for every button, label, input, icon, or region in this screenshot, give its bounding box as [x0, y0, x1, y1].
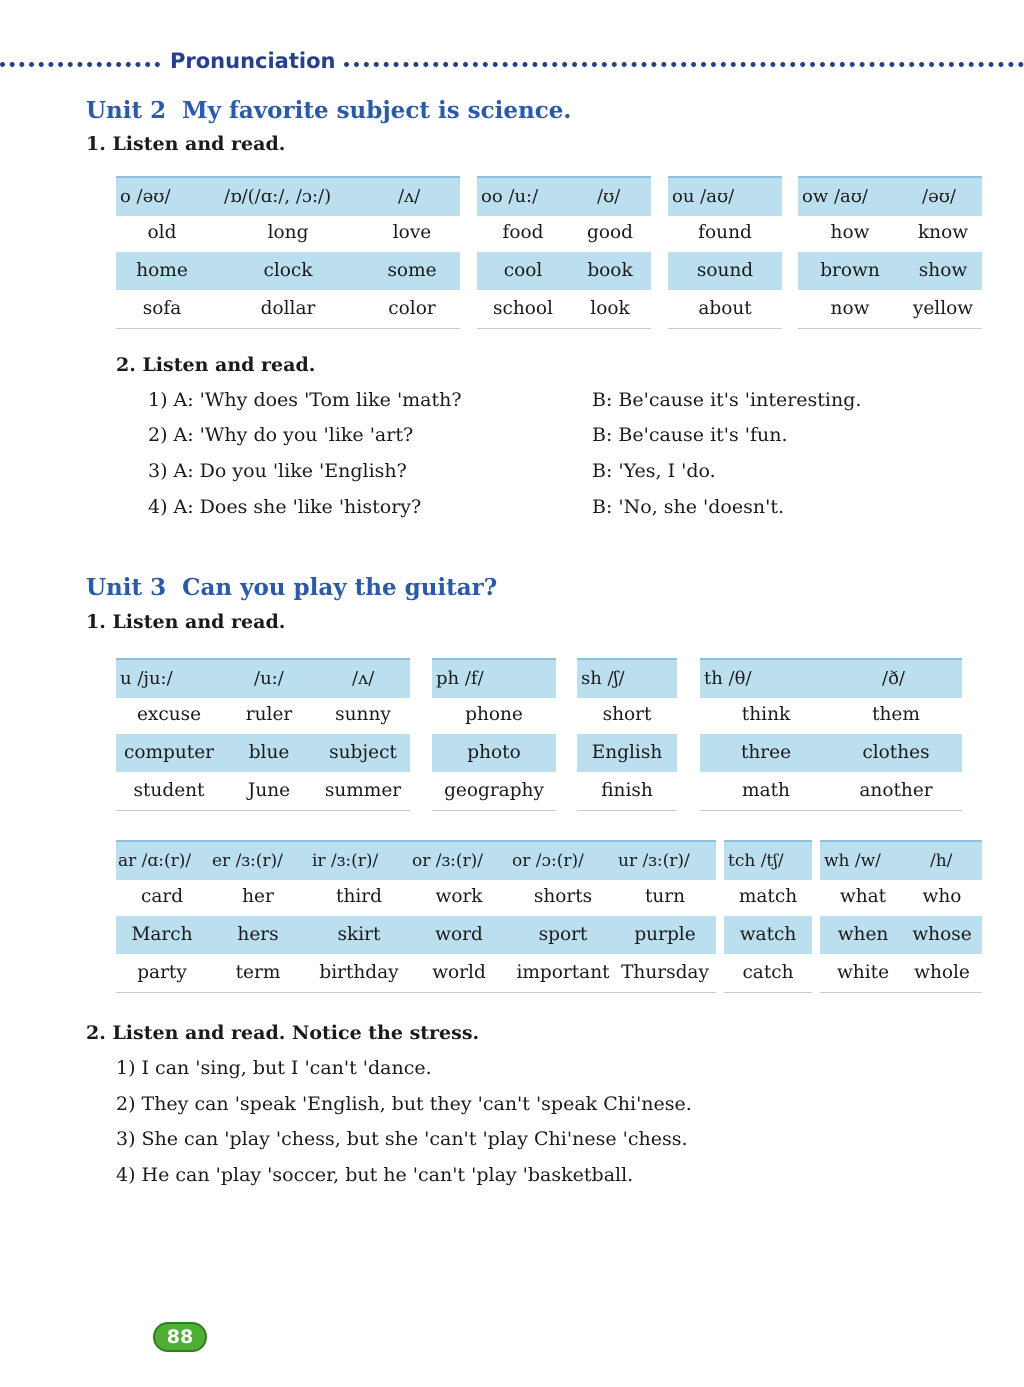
- table-header-cell: sh /ʃ/: [581, 668, 625, 689]
- table-header-row: [798, 176, 982, 216]
- table-cell: student: [133, 780, 205, 801]
- dialogue-b-line: B: 'Yes, I 'do.: [592, 460, 716, 482]
- table-cell: March: [131, 924, 193, 945]
- table-row: [577, 734, 677, 772]
- unit2-exercise2-heading: 2. Listen and read.: [116, 354, 316, 376]
- table-header-cell: ir /ɜ:(r)/: [312, 851, 379, 871]
- dialogue-a-text: A: Does she 'like 'history?: [173, 496, 422, 518]
- header-dots-right: [344, 62, 1024, 67]
- table-cell: excuse: [136, 704, 202, 725]
- table-row: [668, 290, 782, 329]
- stress-sentence-text: I can 'sing, but I 'can't 'dance.: [141, 1057, 432, 1079]
- dialogue-a-text: A: 'Why does 'Tom like 'math?: [173, 389, 462, 411]
- table-header-cell: /ʌ/: [352, 668, 375, 689]
- table-header-cell: er /ɜ:(r)/: [212, 851, 283, 871]
- table-cell: another: [859, 780, 933, 801]
- table-cell: blue: [248, 742, 290, 763]
- table-cell: brown: [820, 260, 880, 281]
- table-cell: world: [432, 962, 486, 983]
- table-cell: sport: [538, 924, 588, 945]
- table-row: [820, 954, 982, 993]
- table-cell: important: [516, 962, 610, 983]
- table-row: [116, 290, 460, 329]
- table-cell: turn: [644, 886, 686, 907]
- table-row: [432, 772, 556, 811]
- table-cell: Thursday: [621, 962, 709, 983]
- dialogue-b-line: B: 'No, she 'doesn't.: [592, 496, 784, 518]
- table-cell: June: [247, 780, 291, 801]
- table-cell: clothes: [862, 742, 930, 763]
- table-cell: computer: [123, 742, 215, 763]
- table-row: [700, 772, 962, 811]
- table-cell: some: [387, 260, 437, 281]
- header-dots-left: [0, 62, 160, 67]
- unit2-exercise1-heading: 1. Listen and read.: [86, 133, 286, 155]
- table-header-cell: or /ɔ:(r)/: [512, 851, 584, 871]
- table-header-row: [577, 658, 677, 698]
- table-cell: purple: [634, 924, 696, 945]
- table-cell: dollar: [260, 298, 316, 319]
- table-row: [116, 878, 716, 916]
- table-cell: white: [836, 962, 890, 983]
- table-cell: photo: [467, 742, 521, 763]
- table-cell: card: [140, 886, 184, 907]
- table-row: [798, 290, 982, 329]
- item-number: 3): [148, 460, 168, 482]
- item-number: 2): [116, 1093, 136, 1115]
- table-cell: phone: [465, 704, 523, 725]
- table-row: [116, 734, 410, 772]
- table-cell: whose: [912, 924, 972, 945]
- table-row: [724, 954, 812, 993]
- dialogue-a-text: A: 'Why do you 'like 'art?: [173, 424, 414, 446]
- table-row: [477, 214, 651, 252]
- dialogue-a-line: [148, 387, 462, 413]
- table-cell: match: [738, 886, 798, 907]
- table-cell: birthday: [319, 962, 399, 983]
- table-row: [432, 696, 556, 734]
- table-header-cell: /ʌ/: [398, 186, 421, 207]
- table-cell: color: [388, 298, 436, 319]
- table-header-cell: /əʊ/: [922, 186, 956, 207]
- table-cell: what: [839, 886, 887, 907]
- table-row: [724, 916, 812, 954]
- table-header-cell: /ɒ/(/ɑ:/, /ɔ:/): [224, 186, 332, 207]
- table-cell: about: [698, 298, 752, 319]
- table-header-cell: ph /f/: [436, 668, 484, 689]
- table-row: [668, 214, 782, 252]
- table-header-row: [432, 658, 556, 698]
- stress-sentence-text: They can 'speak 'English, but they 'can't 'speak Chi'nese.: [141, 1093, 692, 1115]
- table-cell: think: [741, 704, 791, 725]
- table-row: [798, 252, 982, 290]
- unit3-number: Unit 3: [86, 574, 167, 601]
- table-cell: party: [137, 962, 187, 983]
- unit2-title: [86, 96, 571, 126]
- table-row: [116, 772, 410, 811]
- table-cell: long: [267, 222, 309, 243]
- table-header-row: [116, 176, 460, 216]
- table-header-row: [724, 840, 812, 880]
- table-cell: English: [591, 742, 663, 763]
- table-cell: old: [147, 222, 177, 243]
- dialogue-b-line: B: Be'cause it's 'interesting.: [592, 389, 862, 411]
- table-header-row: [820, 840, 982, 880]
- table-row: [724, 878, 812, 916]
- dialogue-a-line: [148, 422, 413, 448]
- stress-sentence: [116, 1126, 688, 1152]
- table-cell: home: [136, 260, 188, 281]
- table-row: [116, 954, 716, 993]
- table-row: [668, 252, 782, 290]
- table-row: [116, 252, 460, 290]
- table-cell: now: [830, 298, 870, 319]
- table-cell: three: [740, 742, 792, 763]
- table-cell: sunny: [335, 704, 391, 725]
- dialogue-a-line: [148, 494, 421, 520]
- table-cell: subject: [329, 742, 397, 763]
- table-header-cell: th /θ/: [704, 668, 752, 689]
- item-number: 4): [148, 496, 168, 518]
- table-cell: love: [392, 222, 432, 243]
- stress-sentence: [116, 1162, 633, 1188]
- table-header-row: [477, 176, 651, 216]
- item-number: 1): [116, 1057, 136, 1079]
- unit2-title-text: My favorite subject is science.: [182, 97, 572, 124]
- table-header-cell: ar /ɑ:(r)/: [118, 851, 192, 871]
- table-cell: skirt: [337, 924, 381, 945]
- table-header-cell: u /ju:/: [120, 668, 173, 689]
- item-number: 1): [148, 389, 168, 411]
- item-number: 3): [116, 1128, 136, 1150]
- table-cell: yellow: [912, 298, 974, 319]
- table-row: [577, 696, 677, 734]
- table-cell: who: [922, 886, 962, 907]
- unit2-number: Unit 2: [86, 97, 167, 124]
- table-cell: short: [602, 704, 652, 725]
- table-cell: clock: [263, 260, 313, 281]
- table-cell: catch: [742, 962, 794, 983]
- table-row: [820, 916, 982, 954]
- table-header-cell: o /əʊ/: [120, 186, 171, 207]
- table-row: [116, 696, 410, 734]
- table-cell: found: [698, 222, 752, 243]
- table-row: [477, 290, 651, 329]
- table-header-row: [700, 658, 962, 698]
- table-cell: how: [830, 222, 870, 243]
- table-cell: her: [242, 886, 274, 907]
- table-cell: finish: [601, 780, 653, 801]
- table-row: [700, 696, 962, 734]
- table-cell: sofa: [142, 298, 182, 319]
- table-cell: word: [435, 924, 483, 945]
- item-number: 4): [116, 1164, 136, 1186]
- table-header-cell: ou /aʊ/: [672, 186, 735, 207]
- table-row: [116, 916, 716, 954]
- table-cell: summer: [324, 780, 402, 801]
- stress-sentence-text: She can 'play 'chess, but she 'can't 'play Chi'nese 'chess.: [141, 1128, 688, 1150]
- table-cell: them: [872, 704, 920, 725]
- table-cell: look: [590, 298, 630, 319]
- table-cell: sound: [696, 260, 754, 281]
- table-row: [700, 734, 962, 772]
- table-cell: when: [837, 924, 889, 945]
- table-row: [116, 214, 460, 252]
- table-cell: term: [235, 962, 281, 983]
- table-row: [477, 252, 651, 290]
- dialogue-b-line: B: Be'cause it's 'fun.: [592, 424, 788, 446]
- table-row: [820, 878, 982, 916]
- table-header-cell: oo /u:/: [481, 186, 539, 207]
- table-header-cell: /ʊ/: [597, 186, 621, 207]
- table-header-cell: tch /tʃ/: [728, 851, 784, 871]
- table-cell: math: [742, 780, 790, 801]
- dialogue-a-line: [148, 458, 407, 484]
- table-header-cell: /ð/: [882, 668, 905, 689]
- table-row: [798, 214, 982, 252]
- table-header-cell: /h/: [930, 851, 953, 871]
- stress-sentence-text: He can 'play 'soccer, but he 'can't 'play 'basketball.: [141, 1164, 634, 1186]
- table-header-cell: wh /w/: [824, 851, 881, 871]
- table-cell: know: [917, 222, 969, 243]
- table-cell: school: [493, 298, 553, 319]
- table-cell: good: [587, 222, 633, 243]
- table-cell: hers: [237, 924, 279, 945]
- table-cell: third: [336, 886, 382, 907]
- stress-sentence: [116, 1055, 432, 1081]
- table-cell: watch: [739, 924, 797, 945]
- dialogue-a-text: A: Do you 'like 'English?: [173, 460, 407, 482]
- table-row: [432, 734, 556, 772]
- table-header-cell: ur /ɜ:(r)/: [618, 851, 690, 871]
- table-cell: book: [587, 260, 633, 281]
- stress-sentence: [116, 1091, 692, 1117]
- table-row: [577, 772, 677, 811]
- table-cell: show: [918, 260, 968, 281]
- table-header-cell: ow /aʊ/: [802, 186, 868, 207]
- table-header-row: [668, 176, 782, 216]
- table-cell: food: [502, 222, 544, 243]
- page-number-badge: 88: [153, 1322, 207, 1352]
- table-cell: geography: [444, 780, 544, 801]
- section-label: Pronunciation: [170, 49, 336, 73]
- unit3-exercise1-heading: 1. Listen and read.: [86, 611, 286, 633]
- table-cell: ruler: [245, 704, 293, 725]
- table-header-row: [116, 840, 716, 880]
- table-cell: whole: [914, 962, 970, 983]
- item-number: 2): [148, 424, 168, 446]
- table-cell: cool: [503, 260, 543, 281]
- unit3-title-text: Can you play the guitar?: [182, 574, 498, 601]
- table-header-cell: or /ɜ:(r)/: [412, 851, 483, 871]
- table-cell: shorts: [533, 886, 593, 907]
- table-cell: work: [435, 886, 483, 907]
- unit3-title: [86, 573, 497, 603]
- table-header-row: [116, 658, 410, 698]
- table-header-cell: /u:/: [254, 668, 284, 689]
- unit3-exercise2-heading: 2. Listen and read. Notice the stress.: [86, 1022, 480, 1044]
